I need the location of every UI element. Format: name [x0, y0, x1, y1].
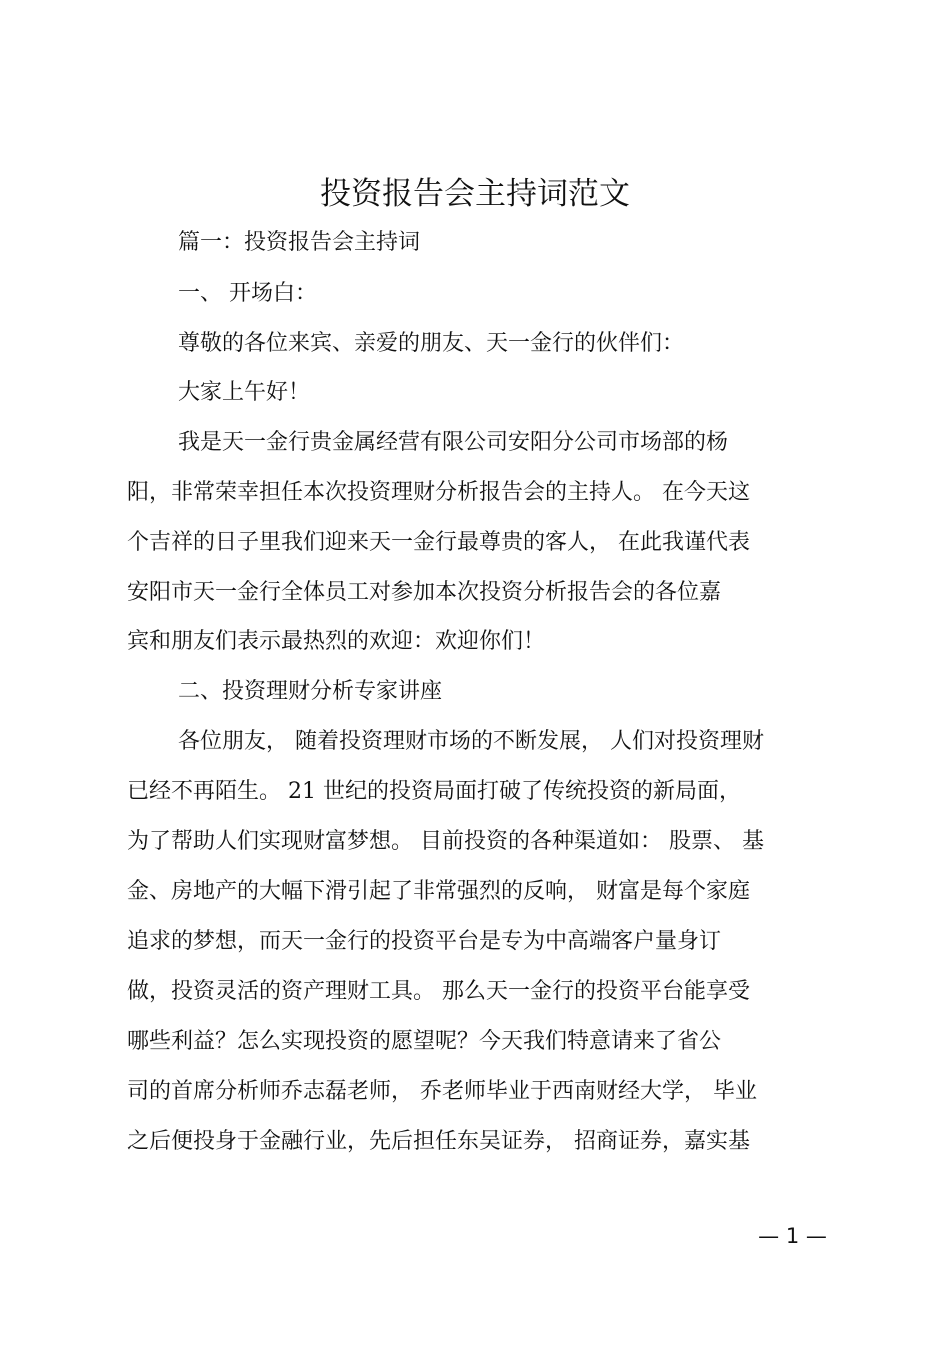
paragraph-line: 金、房地产的大幅下滑引起了非常强烈的反响， 财富是每个家庭: [127, 879, 750, 904]
part-one-heading: 一、 开场白：: [178, 281, 317, 306]
paragraph-line: 司的首席分析师乔志磊老师， 乔老师毕业于西南财经大学， 毕业: [127, 1079, 757, 1104]
paragraph-line: 个吉祥的日子里我们迎来天一金行最尊贵的客人， 在此我谨代表: [127, 530, 750, 555]
paragraph-line: 已经不再陌生。 21 世纪的投资局面打破了传统投资的新局面，: [127, 779, 741, 804]
paragraph-line: 为了帮助人们实现财富梦想。 目前投资的各种渠道如： 股票、 基: [127, 829, 764, 854]
paragraph-line: 追求的梦想，而天一金行的投资平台是专为中高端客户量身订: [127, 929, 722, 954]
section-heading: 篇一：投资报告会主持词: [178, 230, 421, 255]
greeting-line: 大家上午好！: [178, 380, 311, 405]
paragraph-line: 阳，非常荣幸担任本次投资理财分析报告会的主持人。 在今天这: [127, 480, 750, 505]
paragraph-line: 安阳市天一金行全体员工对参加本次投资分析报告会的各位嘉: [127, 580, 722, 605]
paragraph-line: 我是天一金行贵金属经营有限公司安阳分公司市场部的杨: [178, 430, 729, 455]
paragraph-line: 做，投资灵活的资产理财工具。 那么天一金行的投资平台能享受: [127, 979, 750, 1004]
paragraph-line: 各位朋友， 随着投资理财市场的不断发展， 人们对投资理财: [178, 729, 764, 754]
page-number: — 1 —: [758, 1224, 827, 1248]
paragraph-line: 之后便投身于金融行业，先后担任东吴证券， 招商证券，嘉实基: [127, 1129, 750, 1154]
greeting-line: 尊敬的各位来宾、亲爱的朋友、天一金行的伙伴们：: [178, 331, 685, 356]
part-two-heading: 二、投资理财分析专家讲座: [178, 679, 443, 704]
document-title: 投资报告会主持词范文: [320, 176, 630, 212]
paragraph-line: 宾和朋友们表示最热烈的欢迎：欢迎你们！: [127, 629, 546, 654]
paragraph-line: 哪些利益？怎么实现投资的愿望呢？今天我们特意请来了省公: [127, 1029, 722, 1054]
